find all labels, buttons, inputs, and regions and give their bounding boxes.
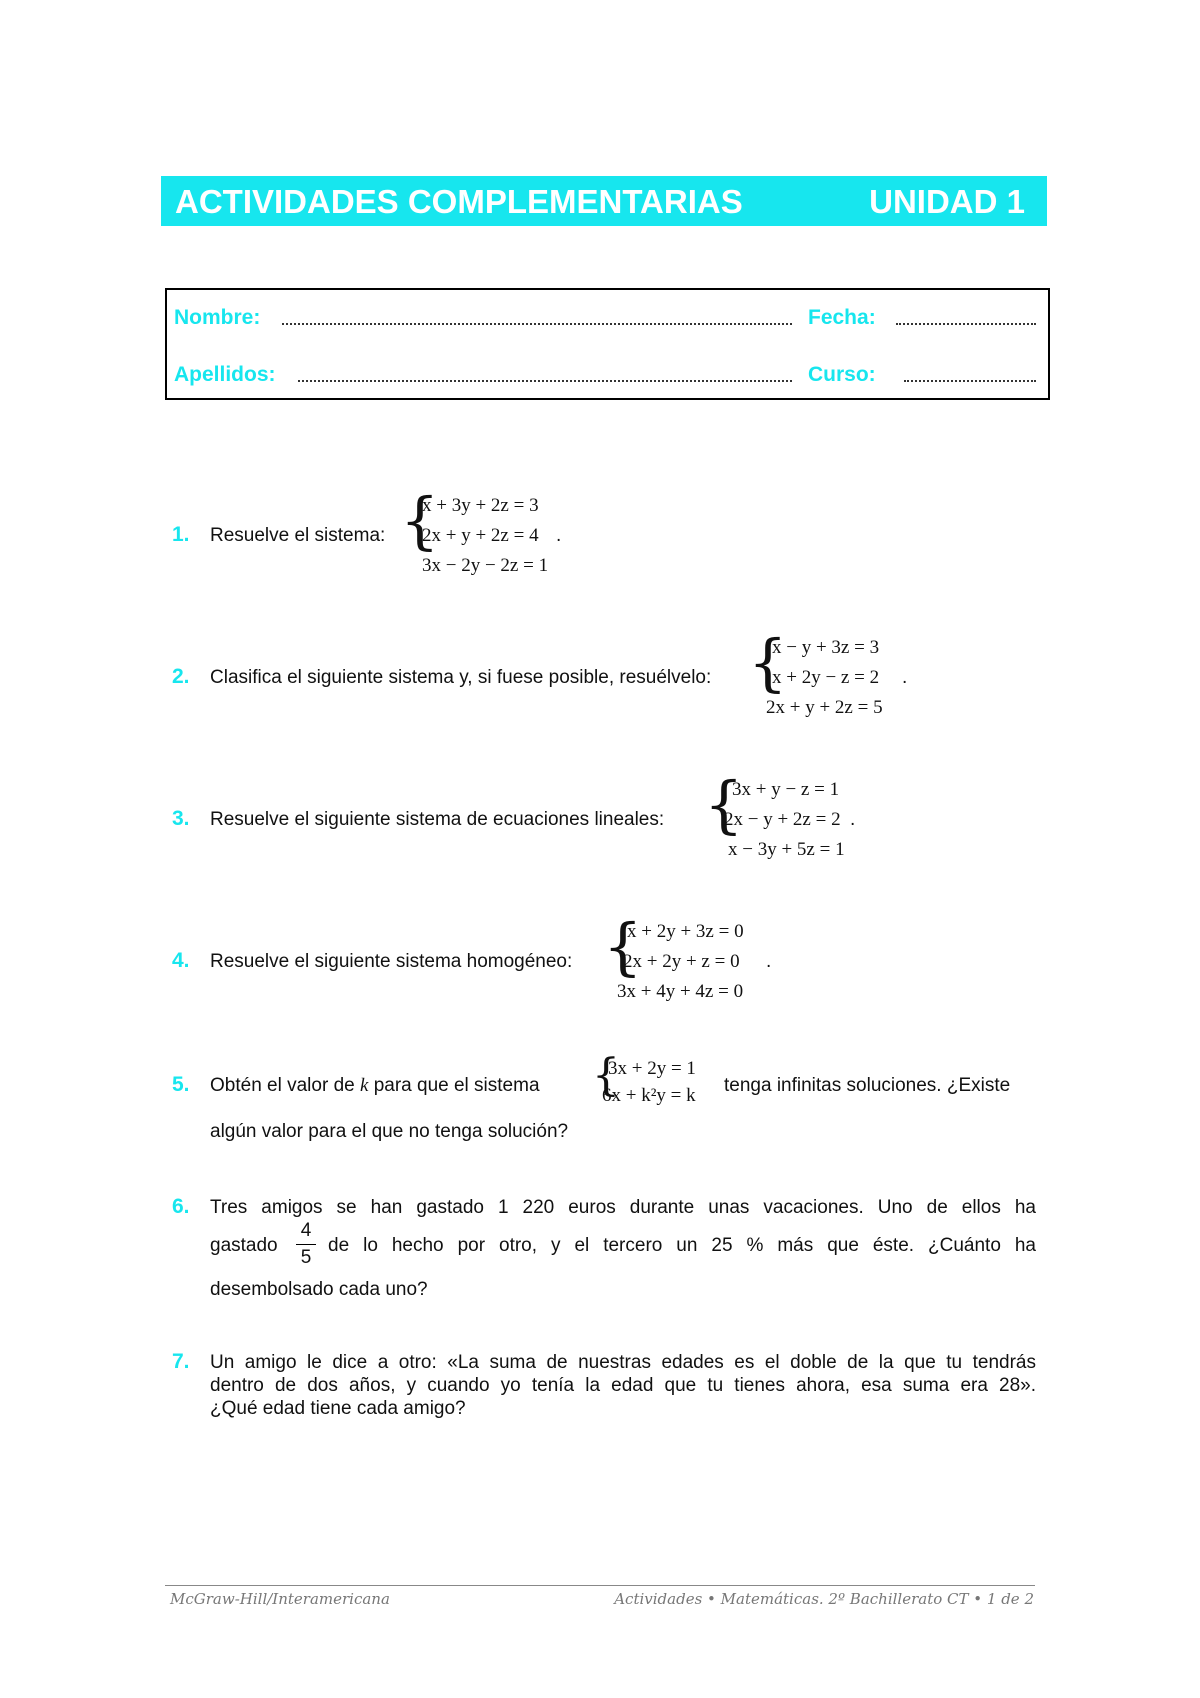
exercise-1-system <box>400 484 570 582</box>
exercise-3-text: Resuelve el siguiente sistema de ecuaciones lineales: <box>210 809 665 830</box>
equation: 2x + y + 2z = 4 <box>422 525 539 546</box>
exercise-4-period: . <box>766 951 772 972</box>
exercise-5-k: k <box>359 1075 369 1096</box>
footer-divider <box>165 1585 1035 1586</box>
equation: 3x + 4y + 4z = 0 <box>617 981 744 1002</box>
exercise-6-line1: Tres amigos se han gastado 1 220 euros durante unas vacaciones. Uno de ellos ha <box>210 1197 1036 1218</box>
brace-icon: { <box>400 484 440 557</box>
exercise-2-period: . <box>902 667 908 688</box>
equation: 6x + k²y = k <box>602 1085 696 1106</box>
exercise-1-text: Resuelve el sistema: <box>210 525 386 546</box>
exercise-4-system <box>603 910 763 1008</box>
equation: x + 3y + 2z = 3 <box>422 495 539 516</box>
equation: x − 3y + 5z = 1 <box>728 839 845 860</box>
exercise-4-text: Resuelve el siguiente sistema homogéneo: <box>210 951 573 972</box>
header-unit: UNIDAD 1 <box>869 183 1025 220</box>
equation: 3x + y − z = 1 <box>732 779 840 800</box>
exercise-2-text: Clasifica el siguiente sistema y, si fuese posible, resuélvelo: <box>210 667 712 688</box>
header-banner <box>161 176 1047 226</box>
fraction-denominator: 5 <box>300 1247 312 1268</box>
brace-icon: { <box>748 626 788 699</box>
nombre-field[interactable] <box>282 323 792 325</box>
exercise-7-line3: ¿Qué edad tiene cada amigo? <box>210 1398 466 1419</box>
equation: 2x + 2y + z = 0 <box>623 951 740 972</box>
exercise-5-system <box>592 1050 722 1114</box>
footer-page-info: Actividades • Matemáticas. 2º Bachillerato CT • 1 de 2 <box>614 1590 1034 1608</box>
exercise-3-system <box>704 768 864 866</box>
exercise-2-system <box>748 626 908 724</box>
equation: 2x + y + 2z = 5 <box>766 697 883 718</box>
apellidos-field[interactable] <box>298 380 792 382</box>
equation: 2x − y + 2z = 2 <box>724 809 841 830</box>
exercise-4-number: 4. <box>172 949 190 972</box>
fraction-numerator: 4 <box>300 1220 312 1241</box>
fecha-field[interactable] <box>896 323 1036 325</box>
exercise-5-text-mid: para que el sistema <box>373 1075 540 1096</box>
exercise-3-period: . <box>850 809 856 830</box>
curso-label: Curso: <box>808 363 876 386</box>
fecha-label: Fecha: <box>808 306 876 329</box>
exercise-6-number: 6. <box>172 1195 190 1218</box>
equation: 3x + 2y = 1 <box>608 1058 696 1079</box>
curso-field[interactable] <box>904 380 1036 382</box>
nombre-label: Nombre: <box>174 306 261 329</box>
exercise-7-line2: dentro de dos años, y cuando yo tenía la edad que tu tienes ahora, esa suma era 28». <box>210 1375 1036 1396</box>
brace-icon: { <box>704 768 744 841</box>
footer-publisher: McGraw-Hill/Interamericana <box>170 1590 390 1608</box>
equation: x + 2y − z = 2 <box>772 667 880 688</box>
fraction-bar <box>296 1244 316 1245</box>
exercise-6-fraction <box>296 1220 316 1269</box>
exercise-1-period: . <box>556 525 562 546</box>
header-title: ACTIVIDADES COMPLEMENTARIAS <box>175 183 743 220</box>
exercise-2-number: 2. <box>172 665 190 688</box>
equation: x − y + 3z = 3 <box>772 637 880 658</box>
exercise-5-text-after: tenga infinitas soluciones. ¿Existe <box>724 1075 1011 1096</box>
student-info-box <box>165 288 1050 400</box>
exercise-1-number: 1. <box>172 523 190 546</box>
exercise-6-line2: de lo hecho por otro, y el tercero un 25 % más que éste. ¿Cuánto ha <box>328 1235 1036 1256</box>
exercise-6-line3: desembolsado cada uno? <box>210 1279 428 1300</box>
equation: x + 2y + 3z = 0 <box>627 921 744 942</box>
exercise-5-line2: algún valor para el que no tenga solución? <box>210 1121 569 1142</box>
apellidos-label: Apellidos: <box>174 363 276 386</box>
exercise-7-number: 7. <box>172 1350 190 1373</box>
equation: 3x − 2y − 2z = 1 <box>422 555 549 576</box>
exercise-7-line1: Un amigo le dice a otro: «La suma de nuestras edades es el doble de la que tu tendrás <box>210 1352 1036 1373</box>
exercise-5-text-before: Obtén el valor de <box>210 1075 355 1096</box>
exercise-5-line1 <box>210 1074 540 1098</box>
exercise-3-number: 3. <box>172 807 190 830</box>
brace-icon: { <box>592 1050 620 1101</box>
exercise-5-number: 5. <box>172 1073 190 1096</box>
brace-icon: { <box>603 910 643 983</box>
exercise-6-gastado: gastado <box>210 1235 278 1256</box>
